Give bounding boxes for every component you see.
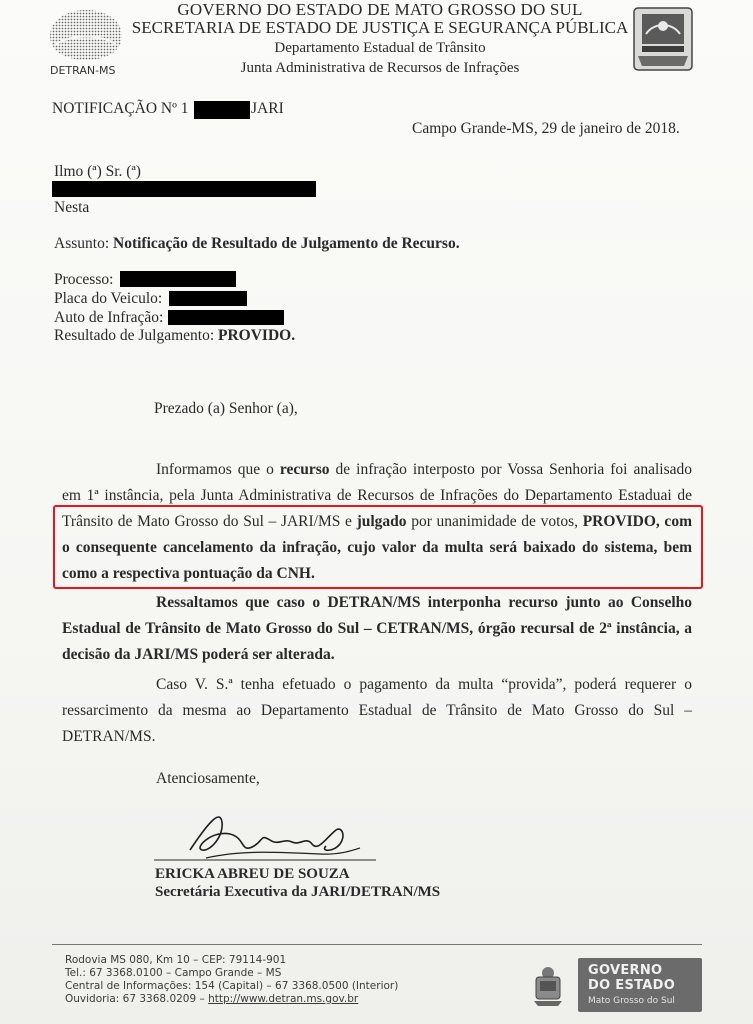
notification-prefix: NOTIFICAÇÃO Nº 1: [52, 100, 189, 117]
footer-ouvidoria: Ouvidoria: 67 3368.0209 –: [65, 993, 209, 1005]
footer-address-3: Central de Informações: 154 (Capital) – 67 3368.0500 (Interior): [65, 980, 399, 992]
header-line-3: Departamento Estadual de Trânsito: [274, 40, 486, 56]
p1-l3-julgado: julgado: [356, 513, 407, 530]
redaction-recipient-name: [52, 181, 316, 197]
gov-logo-line-1: GOVERNO: [588, 963, 663, 978]
paragraph-1-line-5: como a respectiva pontuação da CNH.: [62, 565, 315, 582]
p1-l3-c: por unanimidade de votos,: [406, 513, 583, 530]
notification-number: [52, 100, 189, 118]
recipient-location: Nesta: [54, 199, 90, 216]
p1-l3-a: Trânsito de Mato Grosso do Sul – JARI/MS e: [62, 513, 357, 530]
signature-image: [150, 800, 390, 870]
field-placa-label: Placa do Veiculo:: [54, 290, 163, 307]
gov-logo: [578, 958, 702, 1012]
p1-l1-a: Informamos que o: [156, 461, 280, 478]
paragraph-1-line-2: em 1ª instância, pela Junta Administrativa de Recursos de Infrações do Departamento Estaduai de: [62, 487, 692, 504]
paragraph-1-line-1: [156, 461, 692, 479]
greeting: Prezado (a) Senhor (a),: [154, 400, 298, 417]
detran-logo: [46, 6, 126, 78]
recipient-salutation: Ilmo (ª) Sr. (ª): [54, 163, 141, 180]
redaction-auto: [168, 310, 284, 325]
closing: Atenciosamente,: [156, 770, 260, 787]
gov-logo-line-3: Mato Grosso do Sul: [588, 996, 675, 1006]
footer-coat-of-arms-icon: [528, 963, 568, 1007]
paragraph-1-line-4: o consequente cancelamento da infração, cujo valor da multa será baixado do sistema, bem: [62, 539, 692, 556]
place-date: Campo Grande-MS, 29 de janeiro de 2018.: [412, 120, 680, 137]
field-processo-label: Processo:: [54, 271, 114, 288]
gov-logo-line-2: DO ESTADO: [588, 978, 676, 993]
field-resultado: [54, 327, 295, 345]
subject: [54, 235, 460, 253]
subject-label: Assunto:: [54, 235, 110, 252]
footer-website-link[interactable]: http://www.detran.ms.gov.br: [208, 993, 359, 1005]
header-line-1: GOVERNO DO ESTADO DE MATO GROSSO DO SUL: [177, 0, 583, 19]
p1-l3-provido: PROVIDO, com: [582, 513, 692, 530]
paragraph-3-line-2: ressarcimento da mesma ao Departamento Estadual de Trânsito de Mato Grosso do Sul –: [62, 702, 692, 719]
subject-text: Notificação de Resultado de Julgamento de Recurso.: [113, 235, 460, 252]
redaction-placa: [169, 291, 247, 306]
footer-divider: [52, 944, 702, 945]
notification-suffix: JARI: [251, 100, 284, 117]
field-resultado-value: PROVIDO.: [218, 327, 296, 344]
coat-of-arms-icon: [628, 4, 698, 74]
footer-address-2: Tel.: 67 3368.0100 – Campo Grande – MS: [65, 967, 282, 979]
field-resultado-label: Resultado de Julgamento:: [54, 327, 215, 344]
paragraph-2-line-1: Ressaltamos que caso o DETRAN/MS interponha recurso junto ao Conselho: [156, 594, 692, 611]
paragraph-2-line-3: decisão da JARI/MS poderá ser alterada.: [62, 646, 335, 663]
paragraph-3-line-1: Caso V. S.ª tenha efetuado o pagamento da multa “provida”, poderá requerer o: [156, 676, 692, 693]
signatory-title: Secretária Executiva da JARI/DETRAN/MS: [155, 884, 441, 900]
header-line-4: Junta Administrativa de Recursos de Infrações: [240, 60, 520, 76]
paragraph-1-line-3: [62, 513, 692, 531]
field-auto-label: Auto de Infração:: [54, 309, 164, 326]
redaction-processo: [120, 271, 236, 287]
p1-l1-c: de infração interposto por Vossa Senhoria foi analisado: [329, 461, 692, 478]
detran-logo-text: DETRAN-MS: [50, 64, 116, 77]
p1-l1-recurso: recurso: [279, 461, 330, 478]
paragraph-3-line-3: DETRAN/MS.: [62, 728, 156, 745]
footer-address-4: [65, 993, 358, 1005]
detran-logo-icon: [46, 6, 126, 64]
paragraph-2-line-2: Estadual de Trânsito de Mato Grosso do Sul – CETRAN/MS, órgão recursal de 2ª instância, a: [62, 620, 692, 637]
state-coat-of-arms: [628, 4, 698, 74]
redaction-notification-number: [194, 101, 250, 119]
footer-address-1: Rodovia MS 080, Km 10 – CEP: 79114-901: [65, 954, 287, 966]
header-line-2: SECRETARIA DE ESTADO DE JUSTIÇA E SEGURANÇA PÚBLICA: [131, 18, 629, 37]
signatory-name: ERICKA ABREU DE SOUZA: [155, 866, 350, 882]
